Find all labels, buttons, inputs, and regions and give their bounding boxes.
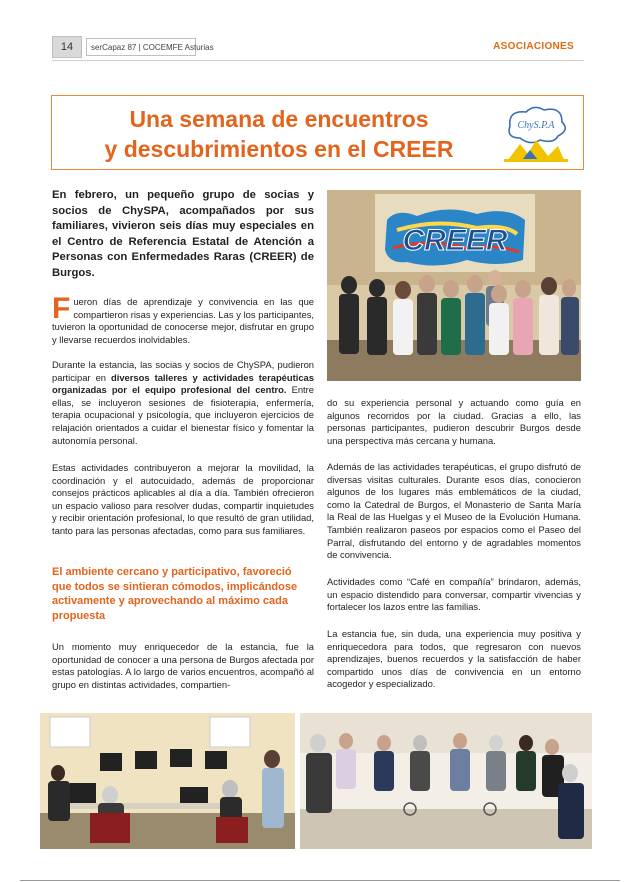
title-line-1: Una semana de encuentros xyxy=(129,106,429,132)
publication-name: serCapaz 87 | COCEMFE Asturias xyxy=(86,38,196,56)
paragraph-1 xyxy=(52,292,314,346)
paragraph-5: do su experiencia personal y actuando como guía en algunos recorridos por la ciudad. Gracias a ello, las personas participantes, pudieron descubrir Burgos desde una perspectiva más cercana y humana. xyxy=(327,397,581,446)
title-line-2: y descubrimientos en el CREER xyxy=(104,136,454,162)
bottom-rule xyxy=(20,880,620,881)
article-lead: En febrero, un pequeño grupo de socias y socios de ChySPA, acompañados por sus familiares, vivieron seis días muy especiales en el Centro de Referencia Estatal de Atención a Personas con Enfermedades Raras (CREER) de Burgos. xyxy=(52,189,314,279)
paragraph-2-text-a: Durante la estancia, las socias y socios de ChySPA, pudieron participar en xyxy=(52,359,314,383)
paragraph-6: Además de las actividades terapéuticas, el grupo disfrutó de diversas visitas culturales. Durante esos días, conocieron algunos de los lugares más emblemáticos de la ciudad, como la Catedral de Burgos, el Monasterio de Santa María la Real de las Huelgas y el Museo de la Evolución Humana. También realizaron paseos por espacios como el Paseo del Parral, disfrutando del entorno y de agradables momentos de convivencia. xyxy=(327,461,581,561)
drop-cap: F xyxy=(52,292,71,325)
group-photo xyxy=(327,190,581,381)
section-label: ASOCIACIONES xyxy=(493,41,574,52)
mural-text: CREER xyxy=(402,224,508,257)
paragraph-8: La estancia fue, sin duda, una experiencia muy positiva y enriquecedora para todos, que regresaron con nuevos aprendizajes, buenos recuerdos y la satisfacción de haber compartido unos días de convivencia en un entorno acogedor y especializado. xyxy=(327,628,581,690)
paragraph-3: Estas actividades contribuyeron a mejorar la movilidad, la coordinación y el autocuidado, además de proporcionar consejos prácticos aplicables al día a día. También ofrecieron un espacio valioso para resolver dudas, compartir inquietudes y recibir orientación profesional, lo que resultó de gran utilidad, tanto para las personas afectadas, como para sus familiares. xyxy=(52,462,314,536)
group-circle-photo xyxy=(300,713,592,849)
page-number: 14 xyxy=(52,36,82,58)
chyspa-logo xyxy=(500,104,572,164)
computer-room-photo xyxy=(40,713,295,849)
paragraph-7: Actividades como “Café en compañía” brindaron, además, un espacio distendido para conversar, compartir vivencias y fortalecer los lazos entre las familias. xyxy=(327,576,581,613)
paragraph-1-text: ueron días de aprendizaje y convivencia en las que compartieron risas y experiencias. Las y los participantes, tuvieron la oportunidad de conocerse mejor, disfrutar en grupo y llevarse recuerdos inolvidables. xyxy=(52,296,314,345)
paragraph-4: Un momento muy enriquecedor de la estancia, fue la oportunidad de conocer a una persona de Burgos afectada por estas patologías. A lo largo de varios encuentros, acompañó al grupo en distintas actividades, compartien- xyxy=(52,641,314,690)
paragraph-2 xyxy=(52,359,314,447)
paragraph-2-highlight: diversos talleres y actividades terapéuticas organizadas por el equipo profesional del centro. xyxy=(52,371,314,396)
header-divider xyxy=(52,60,584,61)
pull-quote: El ambiente cercano y participativo, favoreció que todos se sintieran cómodos, implicándose activamente y aprovechando al máximo cada propuesta xyxy=(52,566,298,622)
svg-text:ChyS.P.A: ChyS.P.A xyxy=(517,120,555,131)
article-title xyxy=(64,104,494,164)
paragraph-2-text-c: Entre ellas, se incluyeron sesiones de fisioterapia, enfermería, terapia ocupacional y psicología, que incluyeron ejercicios de relajación orientados a cuidar el bienestar físico y fomentar la autonomía personal. xyxy=(52,384,314,446)
